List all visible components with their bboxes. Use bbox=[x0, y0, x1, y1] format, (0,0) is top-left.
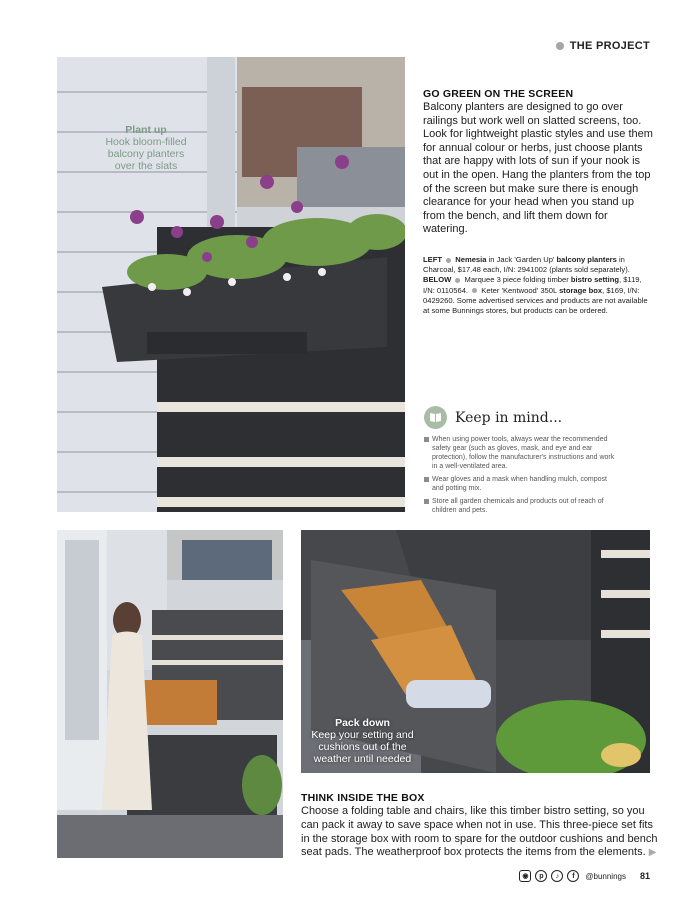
pinterest-icon[interactable]: p bbox=[535, 870, 547, 882]
caption-below-label: BELOW bbox=[423, 275, 452, 285]
callout-plant-up bbox=[100, 124, 192, 172]
caption-below-text-2: , $119, I/N: 0110564. bbox=[423, 275, 642, 295]
caption-bullet-icon bbox=[446, 258, 451, 263]
list-item: Store all garden chemicals and products out of reach of children and pets. bbox=[424, 497, 619, 515]
tiktok-icon[interactable]: ♪ bbox=[551, 870, 563, 882]
instagram-icon[interactable]: ◉ bbox=[519, 870, 531, 882]
caption-left-product-2: balcony planters bbox=[556, 255, 617, 264]
book-icon bbox=[424, 406, 447, 429]
article-green-heading: GO GREEN ON THE SCREEN bbox=[423, 88, 574, 100]
callout-pack-down-title: Pack down bbox=[335, 717, 390, 729]
footer bbox=[519, 870, 650, 882]
social-handle: @bunnings bbox=[585, 871, 626, 881]
caption-left-label: LEFT bbox=[423, 255, 442, 264]
caption-bullet-icon bbox=[472, 288, 477, 293]
caption-left-text-1: in Jack 'Garden Up' bbox=[486, 255, 557, 264]
caption-below-product: bistro setting bbox=[570, 275, 619, 285]
article-box-heading: THINK INSIDE THE BOX bbox=[301, 792, 425, 804]
continue-arrow-icon: ▶ bbox=[648, 847, 657, 859]
caption-left-text-2: in Charcoal, $17.48 each, I/N: 2941002 (plants sold separately). bbox=[423, 255, 630, 275]
callout-pack-down bbox=[305, 717, 420, 765]
article-box-body bbox=[301, 805, 661, 860]
keep-in-mind-title: Keep in mind... bbox=[455, 410, 563, 426]
callout-plant-up-text: Hook bloom-filled balcony planters over the slats bbox=[105, 136, 187, 172]
list-item: Wear gloves and a mask when handling mulch, compost and potting mix. bbox=[424, 475, 619, 493]
page-number: 81 bbox=[639, 871, 650, 881]
section-dot-icon bbox=[556, 42, 564, 50]
caption-left-product: Nemesia bbox=[455, 255, 487, 264]
callout-plant-up-title: Plant up bbox=[125, 124, 167, 136]
bench-photo bbox=[57, 530, 283, 858]
section-tag bbox=[556, 40, 650, 52]
caption-keter-product: storage box bbox=[559, 285, 603, 295]
caption-bullet-icon bbox=[455, 278, 460, 283]
keep-in-mind-list bbox=[424, 435, 619, 519]
caption-keter-text-2: , $169, I/N: 0429260. Some advertised services and products are not available at some Bunnings stores, but products can be ordered. bbox=[423, 285, 648, 316]
list-item: When using power tools, always wear the recommended safety gear (such as gloves, mask, and eye and ear protection), follow the manufacturer's instructions and work in a well-ventilated area. bbox=[424, 435, 619, 471]
facebook-icon[interactable]: f bbox=[567, 870, 579, 882]
callout-pack-down-text: Keep your setting and cushions out of the weather until needed bbox=[311, 729, 414, 765]
caption-below-text-1: Marquee 3 piece folding timber bbox=[462, 275, 571, 285]
caption-keter-text-1: Keter 'Kentwood' 350L bbox=[479, 285, 560, 295]
article-box-body-text: Choose a folding table and chairs, like this timber bistro setting, so you can pack it away to save space when not in use. This three-piece set fits in the storage box with room to spare for the outdoor cushions and bench seat pads. The weatherproof box protects the items from the elements. bbox=[301, 805, 658, 859]
product-caption bbox=[423, 255, 653, 316]
article-green-body: Balcony planters are designed to go over railings but work well on slatted screens, too. Look for lightweight plastic styles and use them for annual colour or herbs, just choose plants that are happy with lots of sun if your nook is out in the open. Hang the planters from the top of the screen but make sure there is enough clearance for your head when you stand up from the bench, and lift them down for watering. bbox=[423, 101, 653, 236]
section-label: THE PROJECT bbox=[569, 40, 650, 52]
